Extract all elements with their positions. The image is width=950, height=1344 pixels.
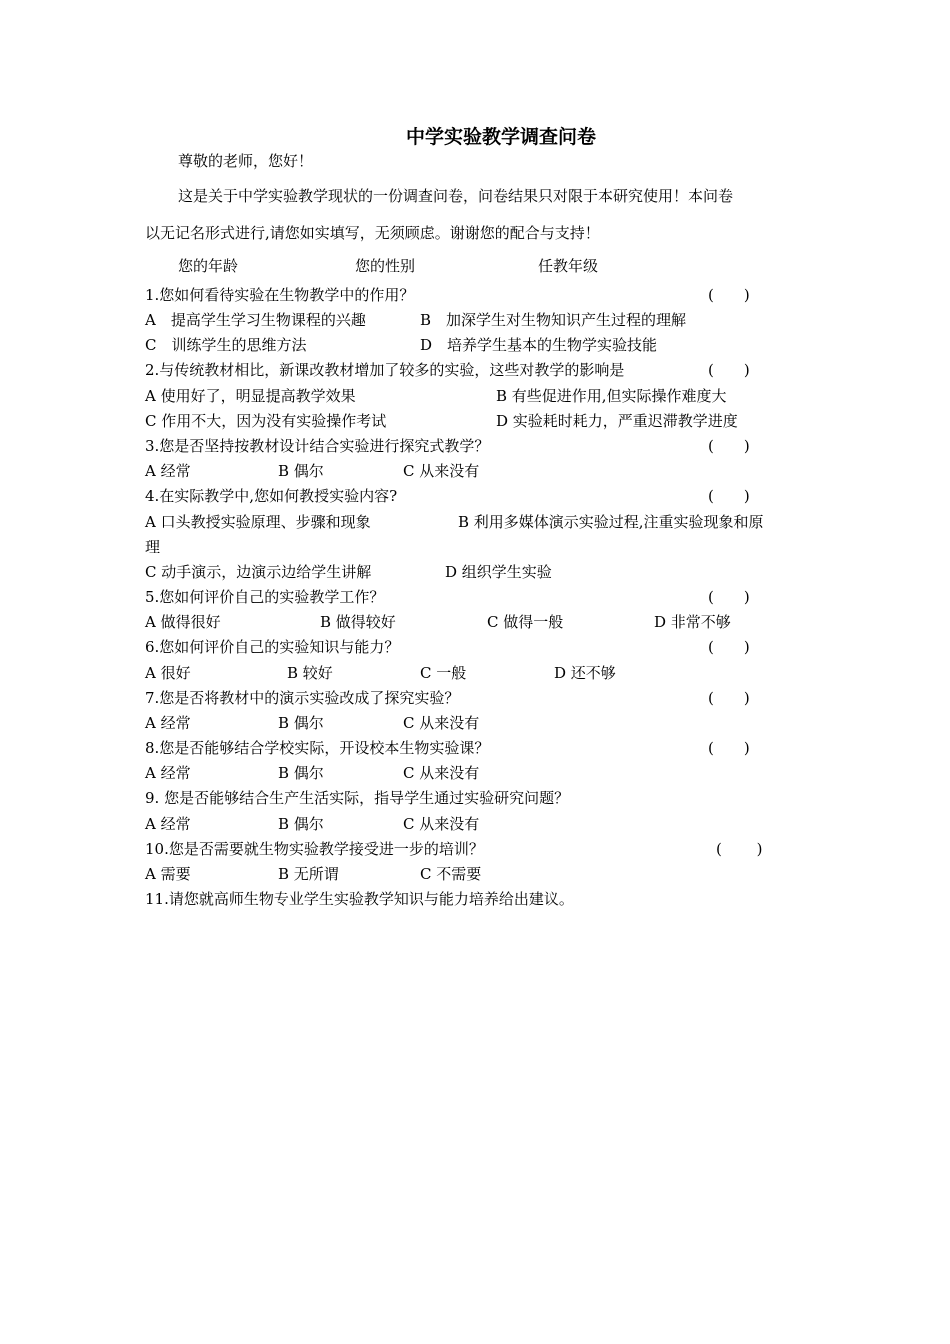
q1-option-a: A 提高学生学习生物课程的兴趣 [145,311,366,329]
q1-option-b: B 加深学生对生物知识产生过程的理解 [420,311,687,329]
q10-option-a: A 需要 [145,865,191,883]
q7-option-a: A 经常 [145,714,191,732]
q5-option-d: D 非常不够 [654,613,731,631]
q9-option-c: C 从来没有 [403,815,480,833]
question-5: 5.您如何评价自己的实验教学工作？ [145,588,385,606]
question-11: 11.请您就高师生物专业学生实验教学知识与能力培养给出建议。 [145,890,574,908]
q5-option-b: B 做得较好 [320,613,396,631]
q1-option-c: C 训练学生的思维方法 [145,336,307,354]
answer-blank-2[interactable]: ( ) [708,361,750,379]
answer-blank-7[interactable]: ( ) [708,689,750,707]
q4-option-d: D 组织学生实验 [445,563,552,581]
q4-option-b-continued: 理 [145,538,161,556]
grade-field-label: 任教年级 [538,257,599,275]
gender-field-label: 您的性别 [355,257,416,275]
question-10: 10.您是否需要就生物实验教学接受进一步的培训？ [145,840,484,858]
answer-blank-4[interactable]: ( ) [708,487,750,505]
question-1: 1.您如何看待实验在生物教学中的作用？ [145,286,415,304]
answer-blank-1[interactable]: ( ) [708,286,750,304]
answer-blank-10[interactable]: ( ) [716,840,763,858]
q10-option-c: C 不需要 [420,865,482,883]
q3-option-a: A 经常 [145,462,191,480]
q3-option-c: C 从来没有 [403,462,480,480]
q7-option-c: C 从来没有 [403,714,480,732]
q6-option-d: D 还不够 [554,664,616,682]
q2-option-a: A 使用好了，明显提高教学效果 [145,387,356,405]
q5-option-c: C 做得一般 [487,613,564,631]
q3-option-b: B 偶尔 [278,462,324,480]
intro-line-1: 这是关于中学实验教学现状的一份调查问卷，问卷结果只对限于本研究使用！本问卷 [178,187,734,205]
q8-option-a: A 经常 [145,764,191,782]
q6-option-b: B 较好 [287,664,333,682]
q6-option-c: C 一般 [420,664,467,682]
q5-option-a: A 做得很好 [145,613,221,631]
question-4: 4.在实际教学中,您如何教授实验内容? [145,487,398,505]
intro-line-2: 以无记名形式进行,请您如实填写，无须顾虑。谢谢您的配合与支持！ [145,224,600,242]
question-6: 6.您如何评价自己的实验知识与能力？ [145,638,400,656]
greeting: 尊敬的老师，您好！ [178,152,314,170]
answer-blank-5[interactable]: ( ) [708,588,750,606]
answer-blank-8[interactable]: ( ) [708,739,750,757]
q1-option-d: D 培养学生基本的生物学实验技能 [420,336,658,354]
q4-option-c: C 动手演示，边演示边给学生讲解 [145,563,372,581]
age-field-label: 您的年龄 [178,257,239,275]
question-8: 8.您是否能够结合学校实际，开设校本生物实验课？ [145,739,490,757]
q4-option-a: A 口头教授实验原理、步骤和现象 [145,513,371,531]
q4-option-b: B 利用多媒体演示实验过程,注重实验现象和原 [458,513,764,531]
question-3: 3.您是否坚持按教材设计结合实验进行探究式教学？ [145,437,490,455]
page-title: 中学实验教学调查问卷 [405,126,596,148]
answer-blank-3[interactable]: ( ) [708,437,750,455]
question-9: 9. 您是否能够结合生产生活实际，指导学生通过实验研究问题？ [145,789,570,807]
question-2: 2.与传统教材相比，新课改教材增加了较多的实验，这些对教学的影响是 [145,361,625,379]
q2-option-b: B 有些促进作用,但实际操作难度大 [496,387,727,405]
q6-option-a: A 很好 [145,664,191,682]
answer-blank-6[interactable]: ( ) [708,638,750,656]
q9-option-a: A 经常 [145,815,191,833]
q8-option-b: B 偶尔 [278,764,324,782]
q7-option-b: B 偶尔 [278,714,324,732]
q9-option-b: B 偶尔 [278,815,324,833]
q2-option-d: D 实验耗时耗力，严重迟滞教学进度 [496,412,738,430]
question-7: 7.您是否将教材中的演示实验改成了探究实验？ [145,689,460,707]
q8-option-c: C 从来没有 [403,764,480,782]
q10-option-b: B 无所谓 [278,865,339,883]
q2-option-c: C 作用不大，因为没有实验操作考试 [145,412,387,430]
